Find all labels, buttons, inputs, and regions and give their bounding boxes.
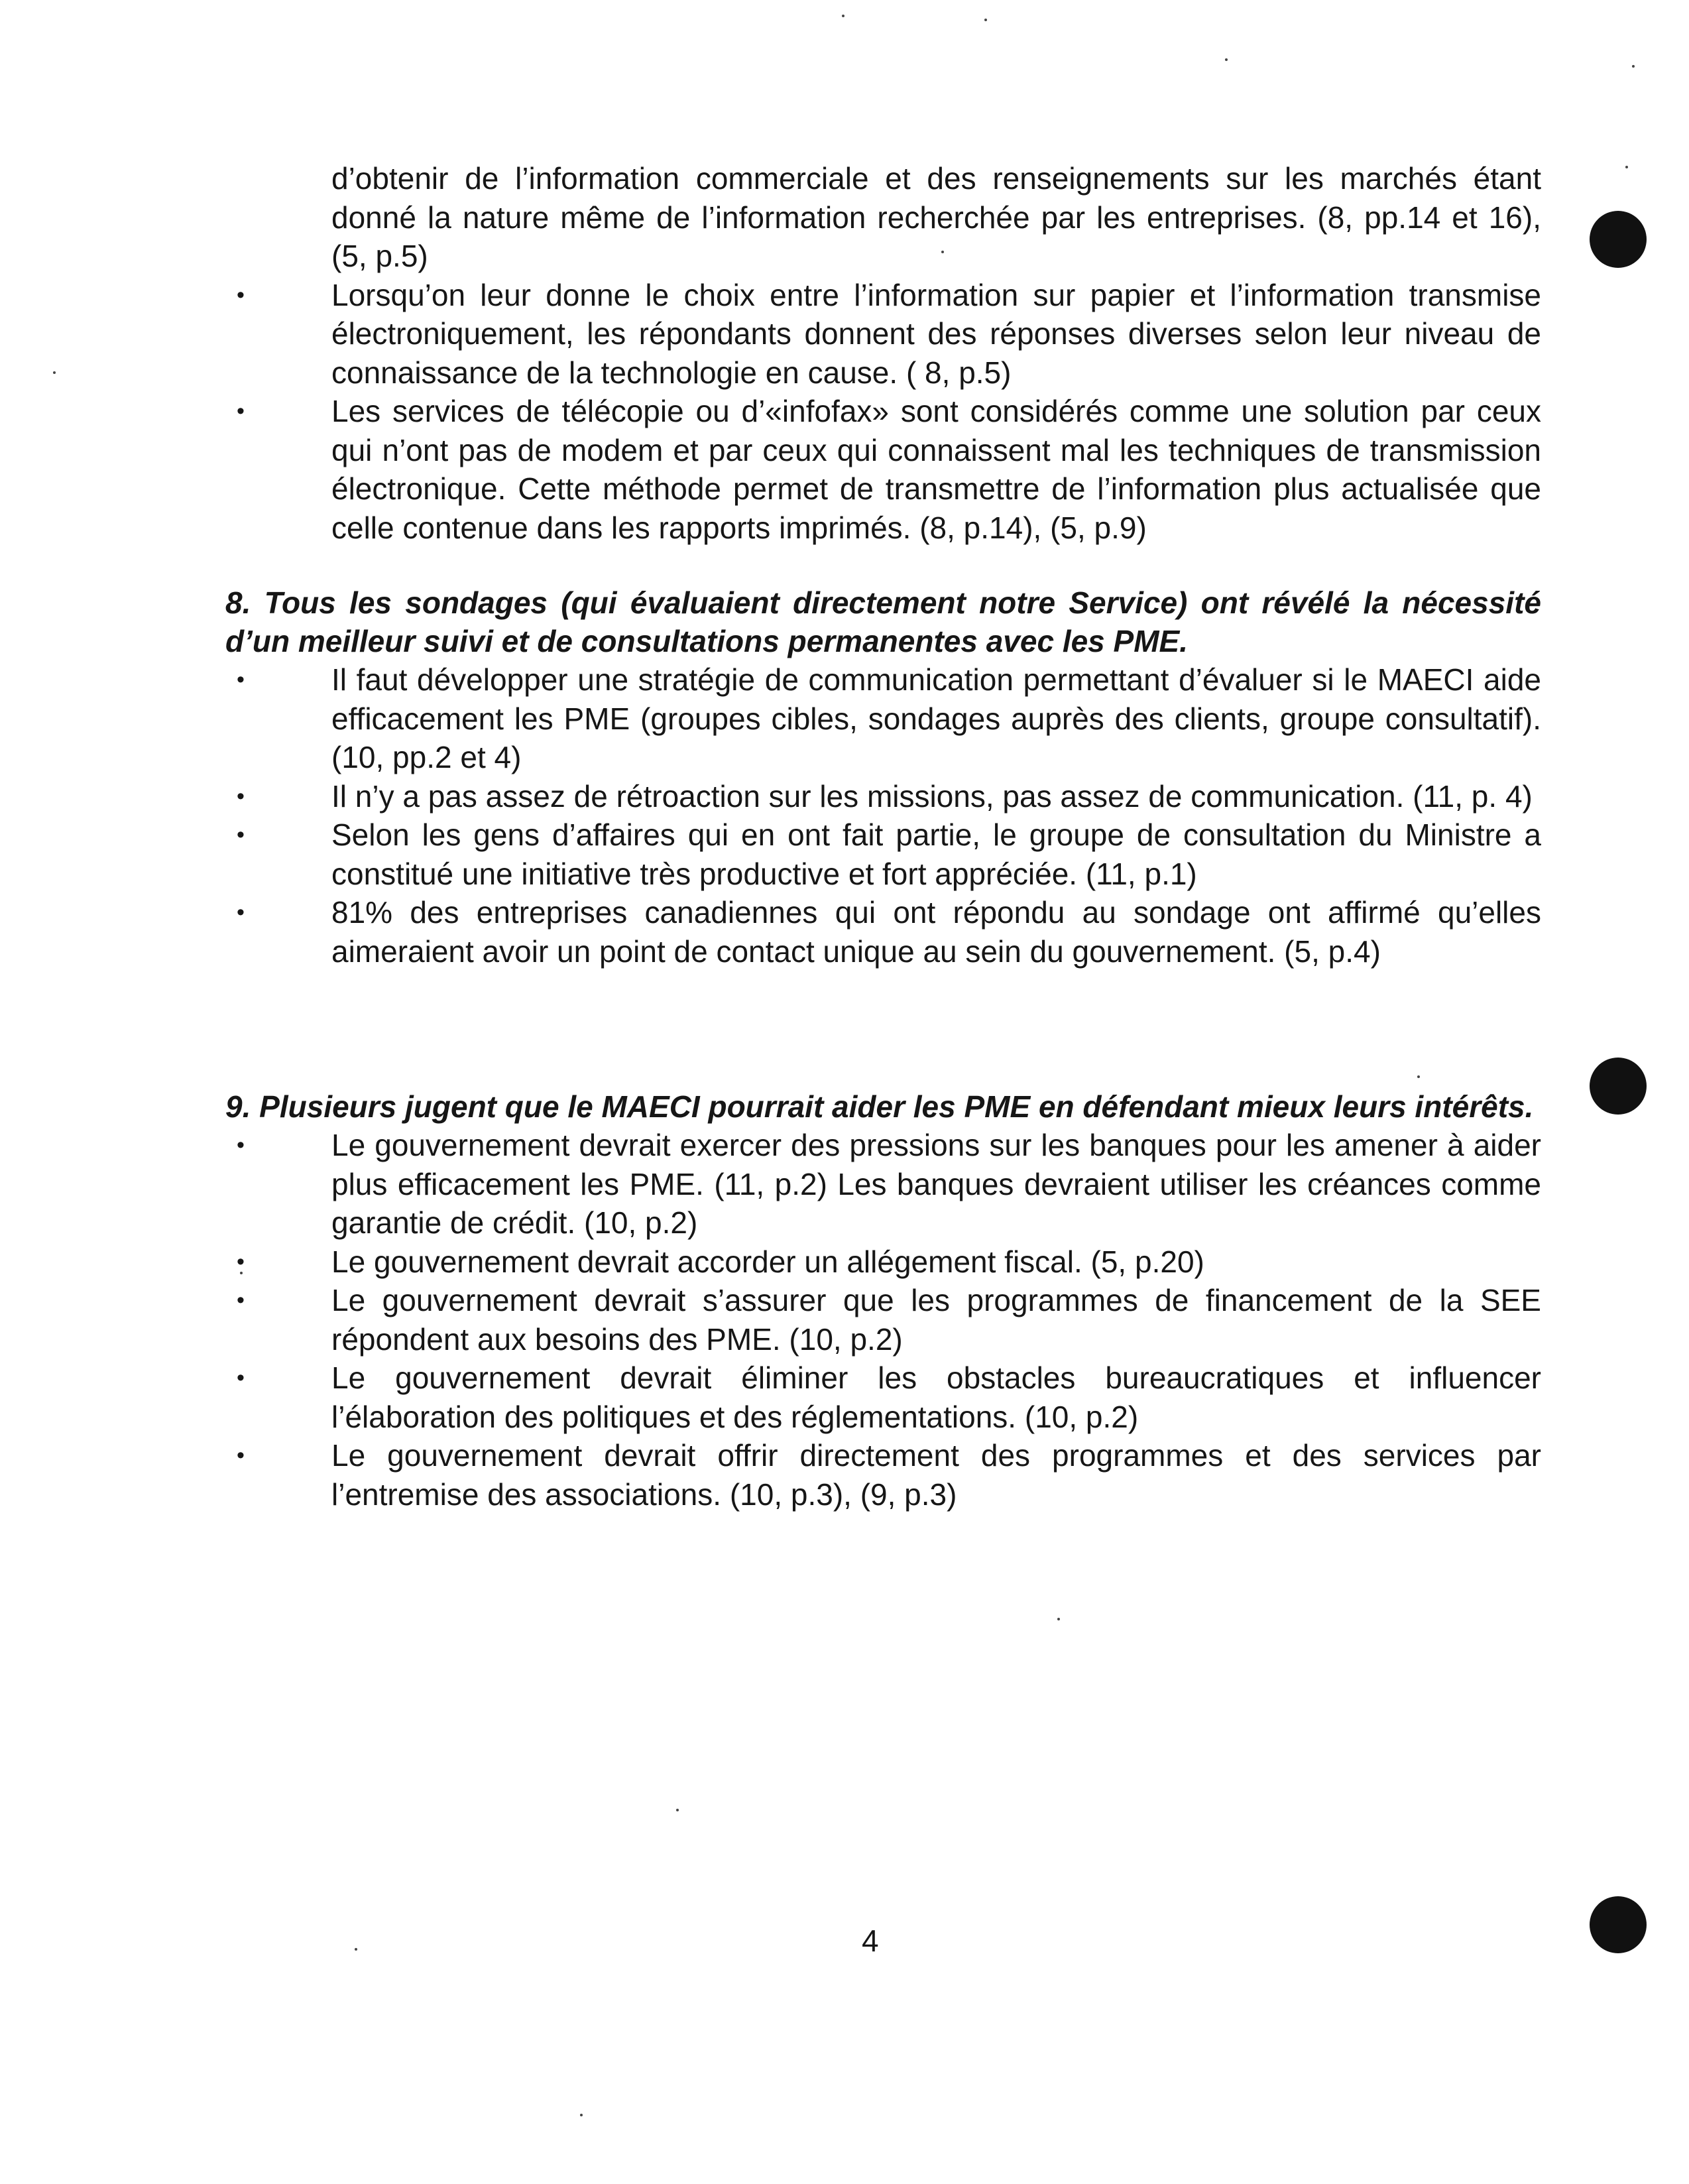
bullet-icon: • <box>237 1288 245 1313</box>
punch-hole-bottom <box>1590 1896 1647 1953</box>
bullet-icon: • <box>237 822 245 847</box>
scan-speck <box>1057 1618 1060 1620</box>
list-item <box>225 816 1541 893</box>
list-item <box>225 276 1541 393</box>
page-number: 4 <box>862 1923 879 1958</box>
section-9 <box>225 1087 1541 1514</box>
bullet-text: Le gouvernement devrait offrir directement des programmes et des services par l’entremise des associations. (10, p.3), (9, p.3) <box>331 1438 1541 1512</box>
bullet-text: Il n’y a pas assez de rétroaction sur les missions, pas assez de communication. (11, p. 4) <box>331 778 1533 814</box>
bullet-icon: • <box>237 667 245 692</box>
scan-speck <box>676 1809 679 1811</box>
bullet-text: Lorsqu’on leur donne le choix entre l’information sur papier et l’information transmise électroniquement, les répondants donnent des réponses diverses selon leur niveau de connaissance de la technologie en cause. ( 8, p.5) <box>331 277 1541 390</box>
bullet-icon: • <box>237 1443 245 1468</box>
scan-speck <box>355 1948 357 1951</box>
bullet-icon: • <box>237 1132 245 1158</box>
list-item <box>225 777 1541 816</box>
bullet-text: Selon les gens d’affaires qui en ont fait partie, le groupe de consultation du Ministre a constitué une initiative très productive et fort appréciée. (11, p.1) <box>331 818 1541 891</box>
bullet-text: Le gouvernement devrait exercer des pressions sur les banques pour les amener à aider plus efficacement les PME. (11, p.2) Les banques devraient utiliser les créances comme garantie de crédit. (10, p.2) <box>331 1128 1541 1240</box>
scan-speck <box>1632 65 1635 68</box>
top-text-block <box>225 159 1541 547</box>
top-bullet-list <box>225 276 1541 548</box>
list-item <box>225 392 1541 547</box>
bullet-icon: • <box>237 398 245 424</box>
list-item <box>225 1126 1541 1243</box>
scan-speck <box>580 2114 583 2116</box>
list-item <box>225 1243 1541 1282</box>
scan-speck <box>842 15 844 17</box>
scan-speck <box>984 19 987 21</box>
bullet-text: Le gouvernement devrait éliminer les obstacles bureaucratiques et influencer l’élaboration des politiques et des réglementations. (10, p.2) <box>331 1361 1541 1434</box>
section-8-heading: 8. Tous les sondages (qui évaluaient directement notre Service) ont révélé la nécessité d’un meilleur suivi et de consultations permanentes avec les PME. <box>225 585 1541 658</box>
bullet-text: 81% des entreprises canadiennes qui ont répondu au sondage ont affirmé qu’elles aimeraient avoir un point de contact unique au sein du gouvernement. (5, p.4) <box>331 895 1541 969</box>
punch-hole-middle <box>1590 1058 1647 1115</box>
bullet-icon: • <box>237 783 245 809</box>
list-item <box>225 1436 1541 1514</box>
scan-speck <box>1417 1075 1420 1078</box>
section-9-heading: 9. Plusieurs jugent que le MAECI pourrait aider les PME en défendant mieux leurs intérêts. <box>225 1089 1534 1124</box>
bullet-text: Le gouvernement devrait accorder un allégement fiscal. (5, p.20) <box>331 1244 1204 1279</box>
bullet-text: Il faut développer une stratégie de communication permettant d’évaluer si le MAECI aide efficacement les PME (groupes cibles, sondages auprès des clients, groupe consultatif). (10, pp.2 et 4) <box>331 662 1541 774</box>
bullet-icon: • <box>237 900 245 925</box>
punch-hole-top <box>1590 211 1647 268</box>
scan-speck <box>1225 58 1228 61</box>
bullet-icon: • <box>237 282 245 308</box>
list-item <box>225 1281 1541 1359</box>
bullet-icon: • <box>237 1365 245 1390</box>
continuation-paragraph: d’obtenir de l’information commerciale et des renseignements sur les marchés étant donné la nature même de l’information recherchée par les entreprises. (8, pp.14 et 16), (5, p.5) <box>331 161 1541 273</box>
bullet-text: Le gouvernement devrait s’assurer que les programmes de financement de la SEE répondent aux besoins des PME. (10, p.2) <box>331 1283 1541 1357</box>
section-8-bullet-list <box>225 660 1541 971</box>
list-item <box>225 893 1541 971</box>
bullet-icon: • <box>237 1248 245 1274</box>
list-item <box>225 660 1541 777</box>
bullet-text: Les services de télécopie ou d’«infofax» sont considérés comme une solution par ceux qui n’ont pas de modem et par ceux qui connaissent mal les techniques de transmission électronique. Cette méthode permet de transmettre de l’information plus actualisée que celle contenue dans les rapports imprimés. (8, p.14), (5, p.9) <box>331 394 1541 545</box>
scan-speck <box>53 371 56 374</box>
list-item <box>225 1359 1541 1436</box>
section-8 <box>225 583 1541 971</box>
scan-speck <box>1625 166 1628 168</box>
section-9-bullet-list <box>225 1126 1541 1514</box>
